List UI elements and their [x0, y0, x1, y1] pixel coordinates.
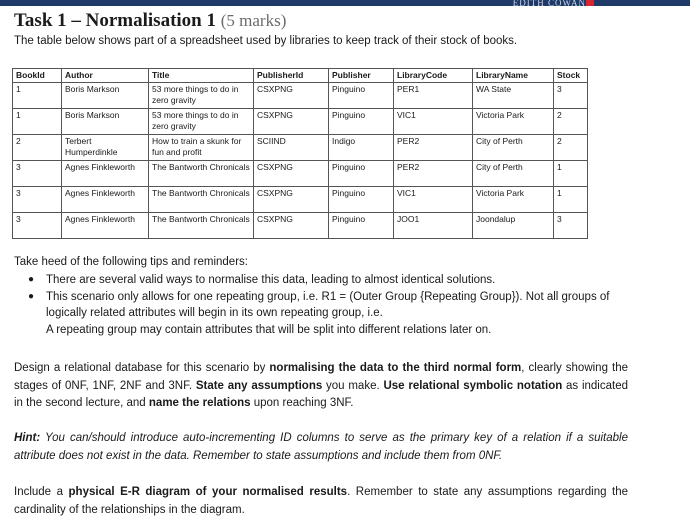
table-row: [13, 187, 588, 213]
table-cell: VIC1: [394, 187, 473, 213]
column-header: BookId: [13, 69, 62, 83]
bullet-icon: ●: [28, 274, 35, 285]
table-cell: 1: [13, 109, 62, 135]
table-cell: VIC1: [394, 109, 473, 135]
column-header: Author: [62, 69, 149, 83]
table-cell: WA State: [473, 83, 554, 109]
table-cell: Terbert Humperdinkle: [62, 135, 149, 161]
design-text: upon reaching 3NF.: [250, 397, 354, 409]
table-cell: 3: [13, 213, 62, 239]
table-cell: CSXPNG: [254, 109, 329, 135]
table-cell: Pinguino: [329, 213, 394, 239]
table-cell: PER1: [394, 83, 473, 109]
bullet-icon: ●: [28, 290, 35, 302]
table-cell: Pinguino: [329, 109, 394, 135]
column-header: PublisherId: [254, 69, 329, 83]
design-emphasis: name the relations: [148, 397, 251, 409]
hint-label: Hint:: [14, 432, 41, 444]
design-text: , clearly showing the stages of 0NF, 1NF, 2NF and 3NF.: [14, 362, 628, 392]
task-title: [14, 10, 286, 32]
table-cell: 3: [13, 187, 62, 213]
table-cell: PER2: [394, 161, 473, 187]
table-cell: Boris Markson: [62, 83, 149, 109]
include-emphasis: physical E-R diagram of your normalised results: [68, 486, 348, 498]
table-row: [13, 109, 588, 135]
design-instructions: [14, 360, 628, 413]
tip-item: [28, 272, 646, 289]
column-header: LibraryCode: [394, 69, 473, 83]
table-row: [13, 135, 588, 161]
table-cell: The Bantworth Chronicals: [149, 161, 254, 187]
table-cell: How to train a skunk for fun and profit: [149, 135, 254, 161]
include-text: . Remember to state any assumptions regarding the cardinality of the relationships in the diagram.: [14, 486, 629, 516]
tips-list: [28, 272, 646, 338]
design-text: Design a relational database for this scenario by: [14, 362, 270, 374]
design-text: you make.: [322, 379, 384, 392]
table-cell: 53 more things to do in zero gravity: [149, 83, 254, 109]
table-cell: Joondalup: [473, 213, 554, 239]
table-cell: 2: [13, 135, 62, 161]
table-cell: 2: [554, 109, 588, 135]
tip-text: There are several valid ways to normalise this data, leading to almost identical solutions.: [46, 274, 496, 286]
table-cell: Indigo: [329, 135, 394, 161]
table-cell: 3: [554, 213, 588, 239]
table-cell: CSXPNG: [254, 161, 329, 187]
table-cell: City of Perth: [473, 161, 554, 187]
table-cell: 1: [13, 83, 62, 109]
table-cell: CSXPNG: [254, 83, 329, 109]
table-cell: Victoria Park: [473, 187, 554, 213]
brand-logo: EDITH COWAN: [512, 0, 586, 6]
table-cell: Pinguino: [329, 187, 394, 213]
task-marks: (5 marks): [220, 11, 287, 30]
include-instructions: [14, 484, 628, 519]
table-cell: Boris Markson: [62, 109, 149, 135]
table-cell: CSXPNG: [254, 187, 329, 213]
library-stock-table: [12, 68, 588, 239]
table-cell: PER2: [394, 135, 473, 161]
table-cell: 3: [13, 161, 62, 187]
tip-subtext: A repeating group may contain attributes that will be split into different relations later on.: [46, 323, 492, 336]
table-cell: The Bantworth Chronicals: [149, 213, 254, 239]
design-emphasis: State any assumptions: [195, 379, 323, 392]
table-row: [13, 83, 588, 109]
table-row: [13, 213, 588, 239]
table-cell: CSXPNG: [254, 213, 329, 239]
table-cell: 53 more things to do in zero gravity: [149, 109, 254, 135]
table-cell: Pinguino: [329, 161, 394, 187]
design-text: as indicated in the second lecture, and: [14, 379, 628, 409]
task-title-text: Task 1 – Normalisation 1: [14, 10, 216, 31]
table-cell: Pinguino: [329, 83, 394, 109]
table-cell: 1: [554, 187, 588, 213]
table-cell: SCIIND: [254, 135, 329, 161]
table-cell: Victoria Park: [473, 109, 554, 135]
table-header-row: [13, 69, 588, 83]
hint-paragraph: [14, 430, 628, 465]
column-header: Publisher: [329, 69, 394, 83]
design-emphasis: Use relational symbolic notation: [383, 379, 563, 392]
table-cell: 3: [554, 83, 588, 109]
column-header: LibraryName: [473, 69, 554, 83]
tip-text: This scenario only allows for one repeating group, i.e. R1 = (Outer Group {Repeating Group}). Not all groups of logically related attributes will begin in its own repeating group, i.e.: [46, 290, 610, 319]
column-header: Title: [149, 69, 254, 83]
tip-item: [28, 289, 646, 339]
intro-text: The table below shows part of a spreadsheet used by libraries to keep track of their stock of books.: [14, 35, 518, 47]
include-text: Include a: [14, 486, 69, 498]
table-cell: Agnes Finkleworth: [62, 161, 149, 187]
table-cell: 2: [554, 135, 588, 161]
column-header: Stock: [554, 69, 588, 83]
table-cell: JOO1: [394, 213, 473, 239]
tips-heading: Take heed of the following tips and reminders:: [14, 256, 248, 268]
table-cell: City of Perth: [473, 135, 554, 161]
brand-logo-mark: [586, 0, 594, 6]
table-row: [13, 161, 588, 187]
hint-text: You can/should introduce auto-incrementing ID columns to serve as the primary key of a relation if a suitable attribute does not exist in the data. Remember to state assumptions and include them from 0NF.: [14, 432, 628, 462]
table-cell: The Bantworth Chronicals: [149, 187, 254, 213]
table-cell: Agnes Finkleworth: [62, 187, 149, 213]
table-cell: 1: [554, 161, 588, 187]
table-cell: Agnes Finkleworth: [62, 213, 149, 239]
design-emphasis: normalising the data to the third normal form: [269, 362, 522, 374]
